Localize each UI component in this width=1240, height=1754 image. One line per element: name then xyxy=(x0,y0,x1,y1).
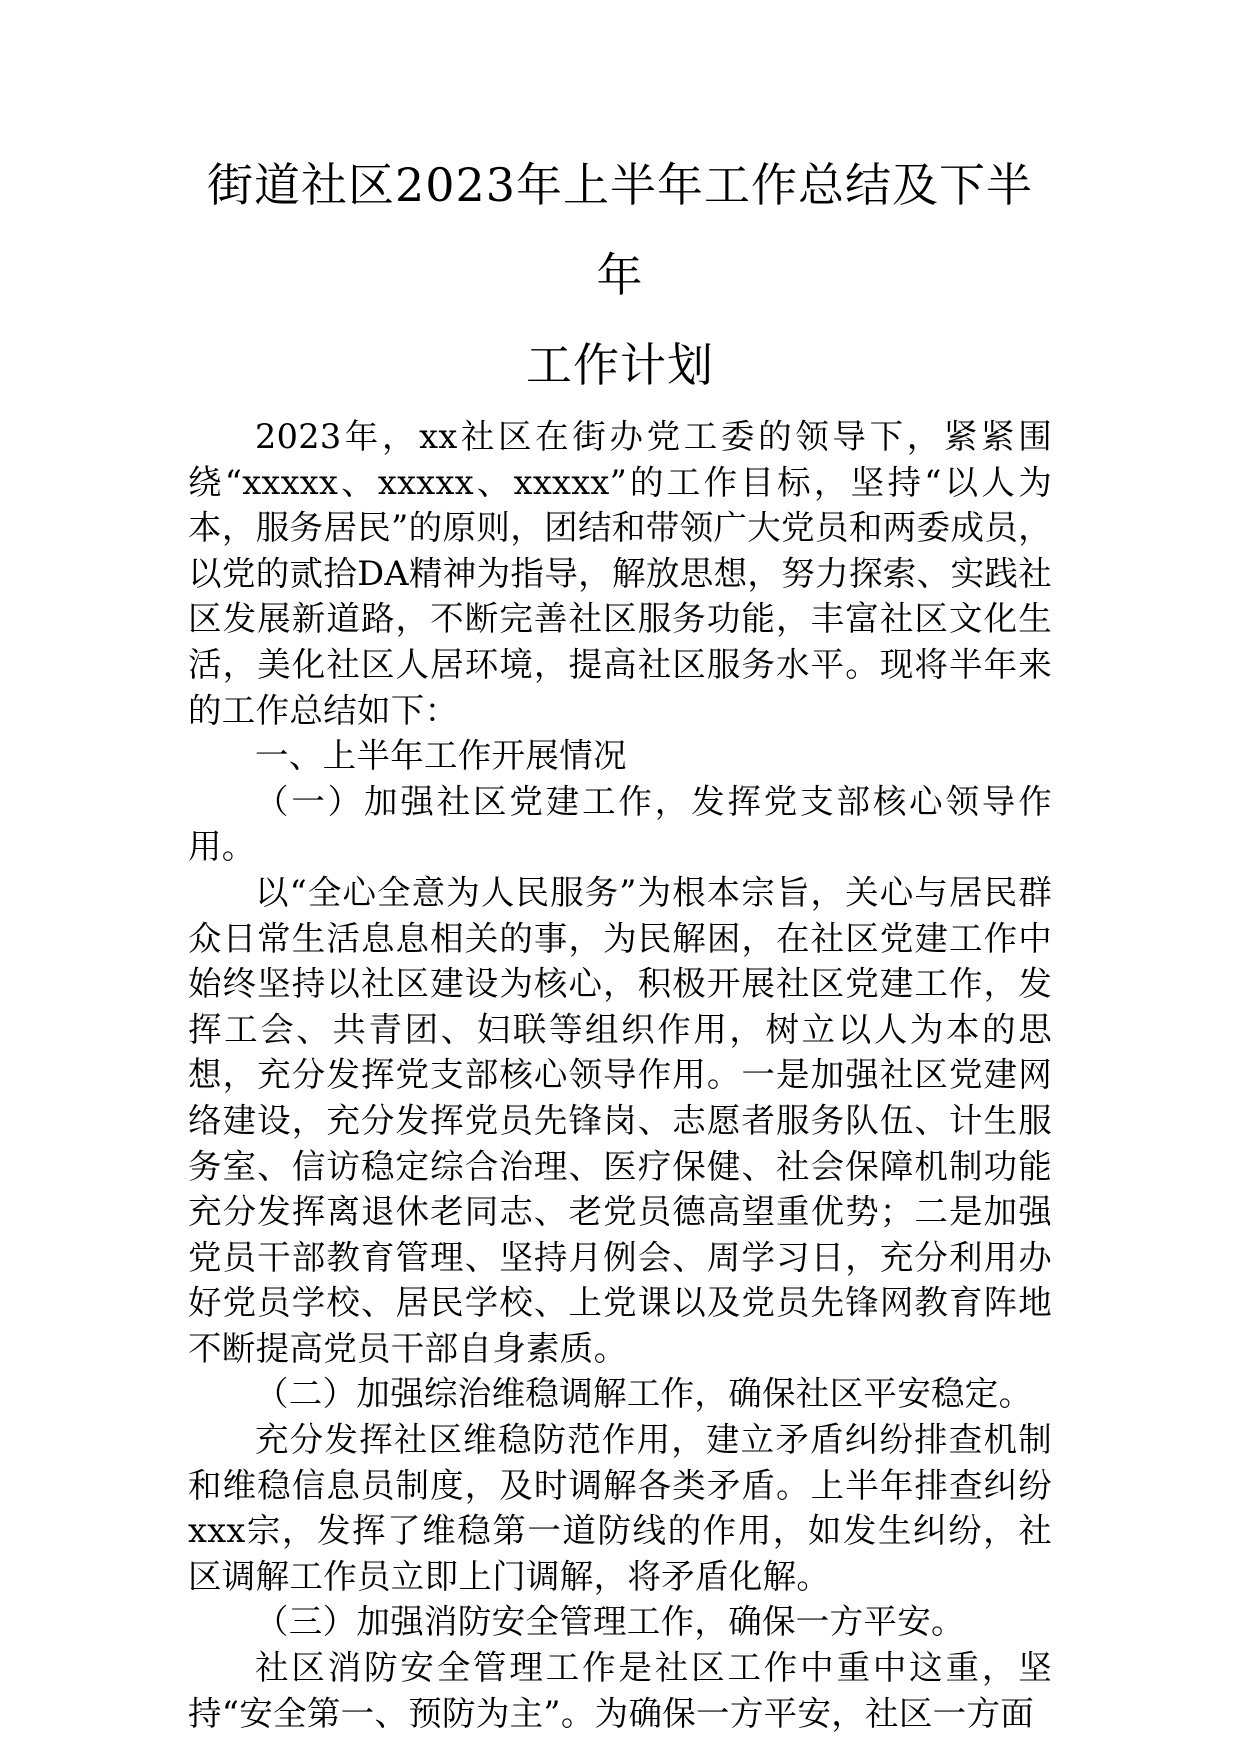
title-line-1: 街道社区2023年上半年工作总结及下半年 xyxy=(206,158,1034,302)
paragraph-stability: 充分发挥社区维稳防范作用，建立矛盾纠纷排查机制和维稳信息员制度，及时调解各类矛盾。上半年排查纠纷xxx宗，发挥了维稳第一道防线的作用，如发生纠纷，社区调解工作员立即上门调解，将矛盾化解。 xyxy=(188,1420,1052,1596)
paragraph-party-building: 以“全心全意为人民服务”为根本宗旨，关心与居民群众日常生活息息相关的事，为民解困，在社区党建工作中始终坚持以社区建设为核心，积极开展社区党建工作，发挥工会、共青团、妇联等组织作用，树立以人为本的思想，充分发挥党支部核心领导作用。一是加强社区党建网络建设，充分发挥党员先锋岗、志愿者服务队伍、计生服务室、信访稳定综合治理、医疗保健、社会保障机制功能充分发挥离退休老同志、老党员德高望重优势；二是加强党员干部教育管理、坚持月例会、周学习日，充分利用办好党员学校、居民学校、上党课以及党员先锋网教育阵地不断提高党员干部自身素质。 xyxy=(188,872,1052,1368)
document-body xyxy=(188,414,1052,1736)
title-line-2: 工作计划 xyxy=(526,338,714,392)
paragraph-fire-safety: 社区消防安全管理工作是社区工作中重中这重，坚持“安全第一、预防为主”。为确保一方平安，社区一方面 xyxy=(188,1648,1052,1733)
subsection-heading-3: （三）加强消防安全管理工作，确保一方平安。 xyxy=(255,1602,965,1642)
document-page xyxy=(188,140,1052,1736)
paragraph-intro: 2023年，xx社区在街办党工委的领导下，紧紧围绕“xxxxx、xxxxx、xxxxx”的工作目标，坚持“以人为本，服务居民”的原则，团结和带领广大党员和两委成员，以党的贰拾DA精神为指导，解放思想，努力探索、实践社区发展新道路，不断完善社区服务功能，丰富社区文化生活，美化社区人居环境，提高社区服务水平。现将半年来的工作总结如下： xyxy=(188,417,1052,730)
subsection-heading-2: （二）加强综治维稳调解工作，确保社区平安稳定。 xyxy=(255,1374,1033,1414)
document-title xyxy=(188,140,1052,410)
subsection-heading-1: （一）加强社区党建工作，发挥党支部核心领导作用。 xyxy=(188,781,1052,867)
section-heading-1: 一、上半年工作开展情况 xyxy=(255,736,627,776)
